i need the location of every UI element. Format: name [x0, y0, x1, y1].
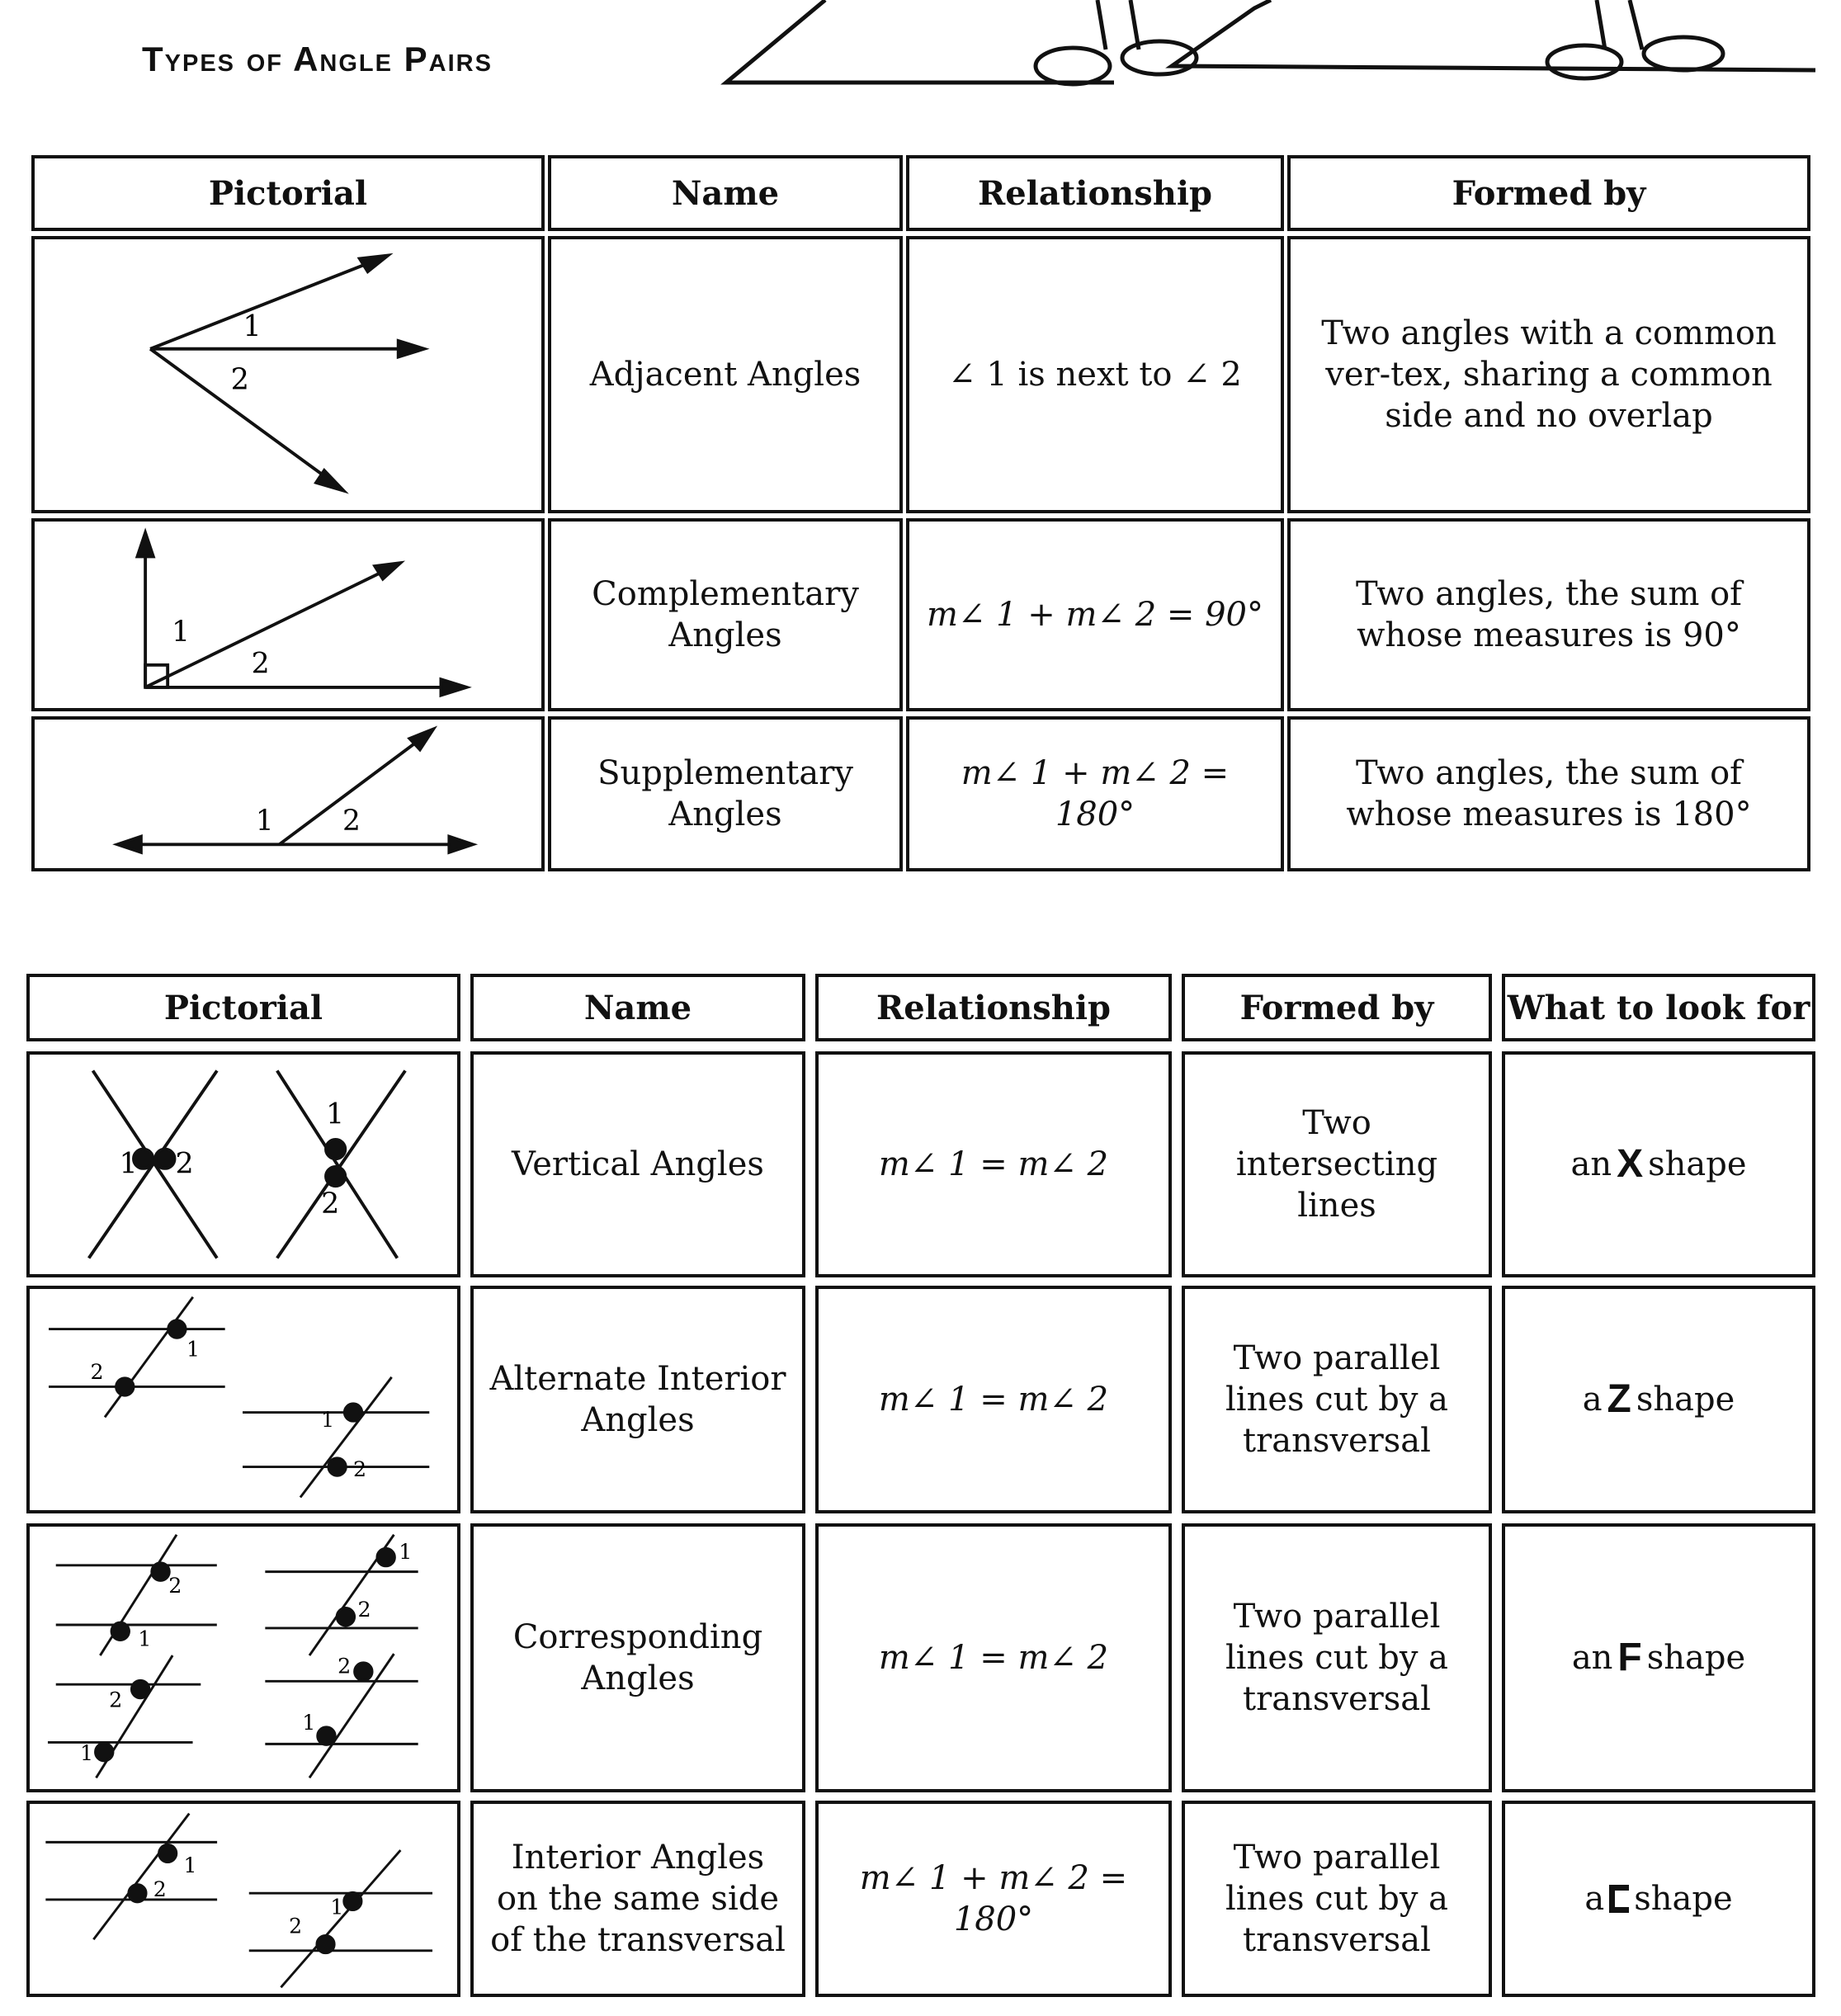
angle-label-2: 2: [168, 1572, 182, 1598]
t1-header-relationship: Relationship: [906, 155, 1284, 231]
angle-label-1: 1: [186, 1337, 201, 1362]
alternate-interior-angles-diagram: [26, 1286, 460, 1513]
t2-header-formed-by: Formed by: [1182, 974, 1492, 1041]
page-title: Types of Angle Pairs: [142, 40, 493, 78]
angle-label-1: 1: [79, 1740, 94, 1765]
look-for-cell: [1502, 1523, 1815, 1792]
t1-header-pictorial: Pictorial: [31, 155, 545, 231]
angle-label-2: 2: [357, 1597, 371, 1622]
angle-label-1: 1: [399, 1539, 413, 1565]
row-name: Supplementary Angles: [548, 716, 903, 871]
row-relationship: m∠ 1 + m∠ 2 = 180°: [906, 716, 1284, 871]
t2-header-pictorial: Pictorial: [26, 974, 460, 1041]
angle-label-1: 1: [255, 805, 274, 838]
look-for-suffix: shape: [1646, 1639, 1746, 1677]
row-formed-by: Two parallel lines cut by a transversal: [1182, 1523, 1492, 1792]
angle-label-2: 2: [90, 1359, 104, 1384]
angle-label-1: 1: [330, 1895, 344, 1919]
look-for-prefix: a: [1582, 1381, 1603, 1419]
angle-label-1: 1: [138, 1626, 152, 1651]
row-name: Corresponding Angles: [470, 1523, 805, 1792]
f-shape-icon: F: [1617, 1636, 1642, 1679]
angle-label-2: 2: [109, 1687, 123, 1712]
angle-label-1: 1: [119, 1147, 138, 1181]
row-formed-by: Two angles, the sum of whose measures is 90°: [1287, 518, 1810, 711]
adjacent-angles-diagram: [31, 236, 545, 513]
look-for-cell: [1502, 1286, 1815, 1513]
angle-label-2: 2: [230, 362, 250, 397]
row-name: Vertical Angles: [470, 1051, 805, 1277]
angle-label-2: 2: [153, 1877, 167, 1902]
row-relationship: ∠ 1 is next to ∠ 2: [906, 236, 1284, 513]
angle-label-2: 2: [321, 1187, 340, 1221]
look-for-prefix: an: [1571, 1639, 1613, 1677]
angle-label-2: 2: [342, 805, 361, 838]
look-for-suffix: shape: [1634, 1880, 1733, 1918]
angle-label-2: 2: [175, 1147, 194, 1181]
t2-header-relationship: Relationship: [815, 974, 1172, 1041]
complementary-angles-diagram: [31, 518, 545, 711]
angle-label-1: 1: [302, 1709, 316, 1735]
row-name: Complementary Angles: [548, 518, 903, 711]
angle-label-2: 2: [251, 647, 270, 681]
look-for-prefix: an: [1570, 1145, 1612, 1183]
look-for-cell: [1502, 1801, 1815, 1997]
z-shape-icon: Z: [1607, 1377, 1631, 1421]
supplementary-angles-diagram: [31, 716, 545, 871]
row-relationship: m∠ 1 = m∠ 2: [815, 1051, 1172, 1277]
row-relationship: m∠ 1 + m∠ 2 = 180°: [815, 1801, 1172, 1997]
angle-label-2: 2: [353, 1457, 367, 1482]
t2-header-name: Name: [470, 974, 805, 1041]
cartoon-feet-illustration: [710, 0, 1841, 99]
corresponding-angles-diagram: [26, 1523, 460, 1792]
angle-label-1: 1: [243, 309, 262, 344]
look-for-suffix: shape: [1636, 1381, 1735, 1419]
t1-header-formed-by: Formed by: [1287, 155, 1810, 231]
row-formed-by: Two angles, the sum of whose measures is 180°: [1287, 716, 1810, 871]
vertical-angles-diagram: [26, 1051, 460, 1277]
row-formed-by: Two intersecting lines: [1182, 1051, 1492, 1277]
c-bracket-shape-icon: [1609, 1885, 1629, 1913]
angle-label-2: 2: [338, 1653, 352, 1678]
angle-label-1: 1: [321, 1408, 335, 1433]
x-shape-icon: X: [1617, 1142, 1644, 1186]
row-formed-by: Two parallel lines cut by a transversal: [1182, 1286, 1492, 1513]
t2-header-what-to-look-for: What to look for: [1502, 974, 1815, 1041]
angle-label-1: 1: [325, 1098, 345, 1131]
angle-label-1: 1: [171, 615, 191, 649]
row-formed-by: Two angles with a common ver-tex, sharing a common side and no overlap: [1287, 236, 1810, 513]
look-for-suffix: shape: [1648, 1145, 1747, 1183]
t1-header-name: Name: [548, 155, 903, 231]
same-side-interior-angles-diagram: [26, 1801, 460, 1997]
row-name: Adjacent Angles: [548, 236, 903, 513]
row-name: Alternate Interior Angles: [470, 1286, 805, 1513]
angle-label-1: 1: [183, 1853, 197, 1878]
row-relationship: m∠ 1 + m∠ 2 = 90°: [906, 518, 1284, 711]
row-relationship: m∠ 1 = m∠ 2: [815, 1286, 1172, 1513]
row-formed-by: Two parallel lines cut by a transversal: [1182, 1801, 1492, 1997]
look-for-cell: [1502, 1051, 1815, 1277]
angle-label-2: 2: [289, 1914, 303, 1938]
row-relationship: m∠ 1 = m∠ 2: [815, 1523, 1172, 1792]
look-for-prefix: a: [1584, 1880, 1605, 1918]
row-name: Interior Angles on the same side of the transversal: [470, 1801, 805, 1997]
